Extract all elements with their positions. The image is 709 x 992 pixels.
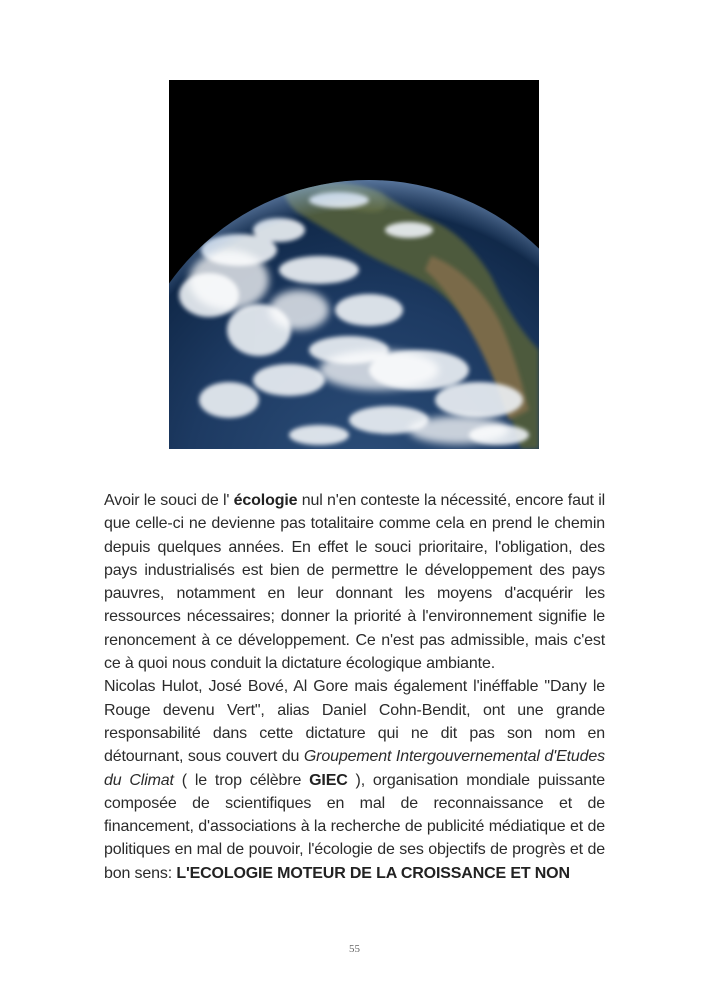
text-run: Avoir le souci de l'	[104, 492, 234, 509]
text-run: ( le trop célèbre	[173, 771, 310, 789]
paragraph-1	[104, 489, 605, 675]
italic-term-giec-name: Groupement Intergouvernemental d'Etudes du Climat	[104, 748, 605, 789]
bold-conclusion: L'ECOLOGIE MOTEUR DE LA CROISSANCE ET NON	[176, 864, 570, 882]
body-text	[104, 489, 605, 885]
page-number: 55	[349, 943, 360, 955]
paragraph-2	[104, 675, 605, 885]
bold-term-giec: GIEC	[309, 771, 348, 789]
text-run: Nicolas Hulot, José Bové, Al Gore mais également l'inéffable "Dany le Rouge devenu Vert", alias Daniel Cohn-Bendit, ont une grande responsabilité dans cette dictature qui ne dit pas son nom en détournant, sous couvert du	[104, 678, 605, 766]
earth-photo	[169, 80, 539, 449]
text-run: ), organisation mondiale puissante composée de scientifiques en mal de reconnaissance et de financement, d'associations à la recherche de publicité médiatique et de politiques en mal de pouvoir, l'écologie de ses objectifs de progrès et de bon sens:	[104, 771, 605, 882]
text-run: nul n'en conteste la nécessité, encore faut il que celle-ci ne devienne pas totalitaire comme cela en prend le chemin depuis quelques années. En effet le souci prioritaire, l'obligation, des pays industrialisés est bien de permettre le développement des pays pauvres, notamment en leur donnant les moyens d'acquérir les ressources nécessaires; donner la priorité à l'environnement signifie le renoncement à ce développement. Ce n'est pas admissible, mais c'est ce à quoi nous conduit la dictature écologique ambiante.	[104, 492, 606, 673]
bold-term-ecologie: écologie	[233, 492, 298, 509]
